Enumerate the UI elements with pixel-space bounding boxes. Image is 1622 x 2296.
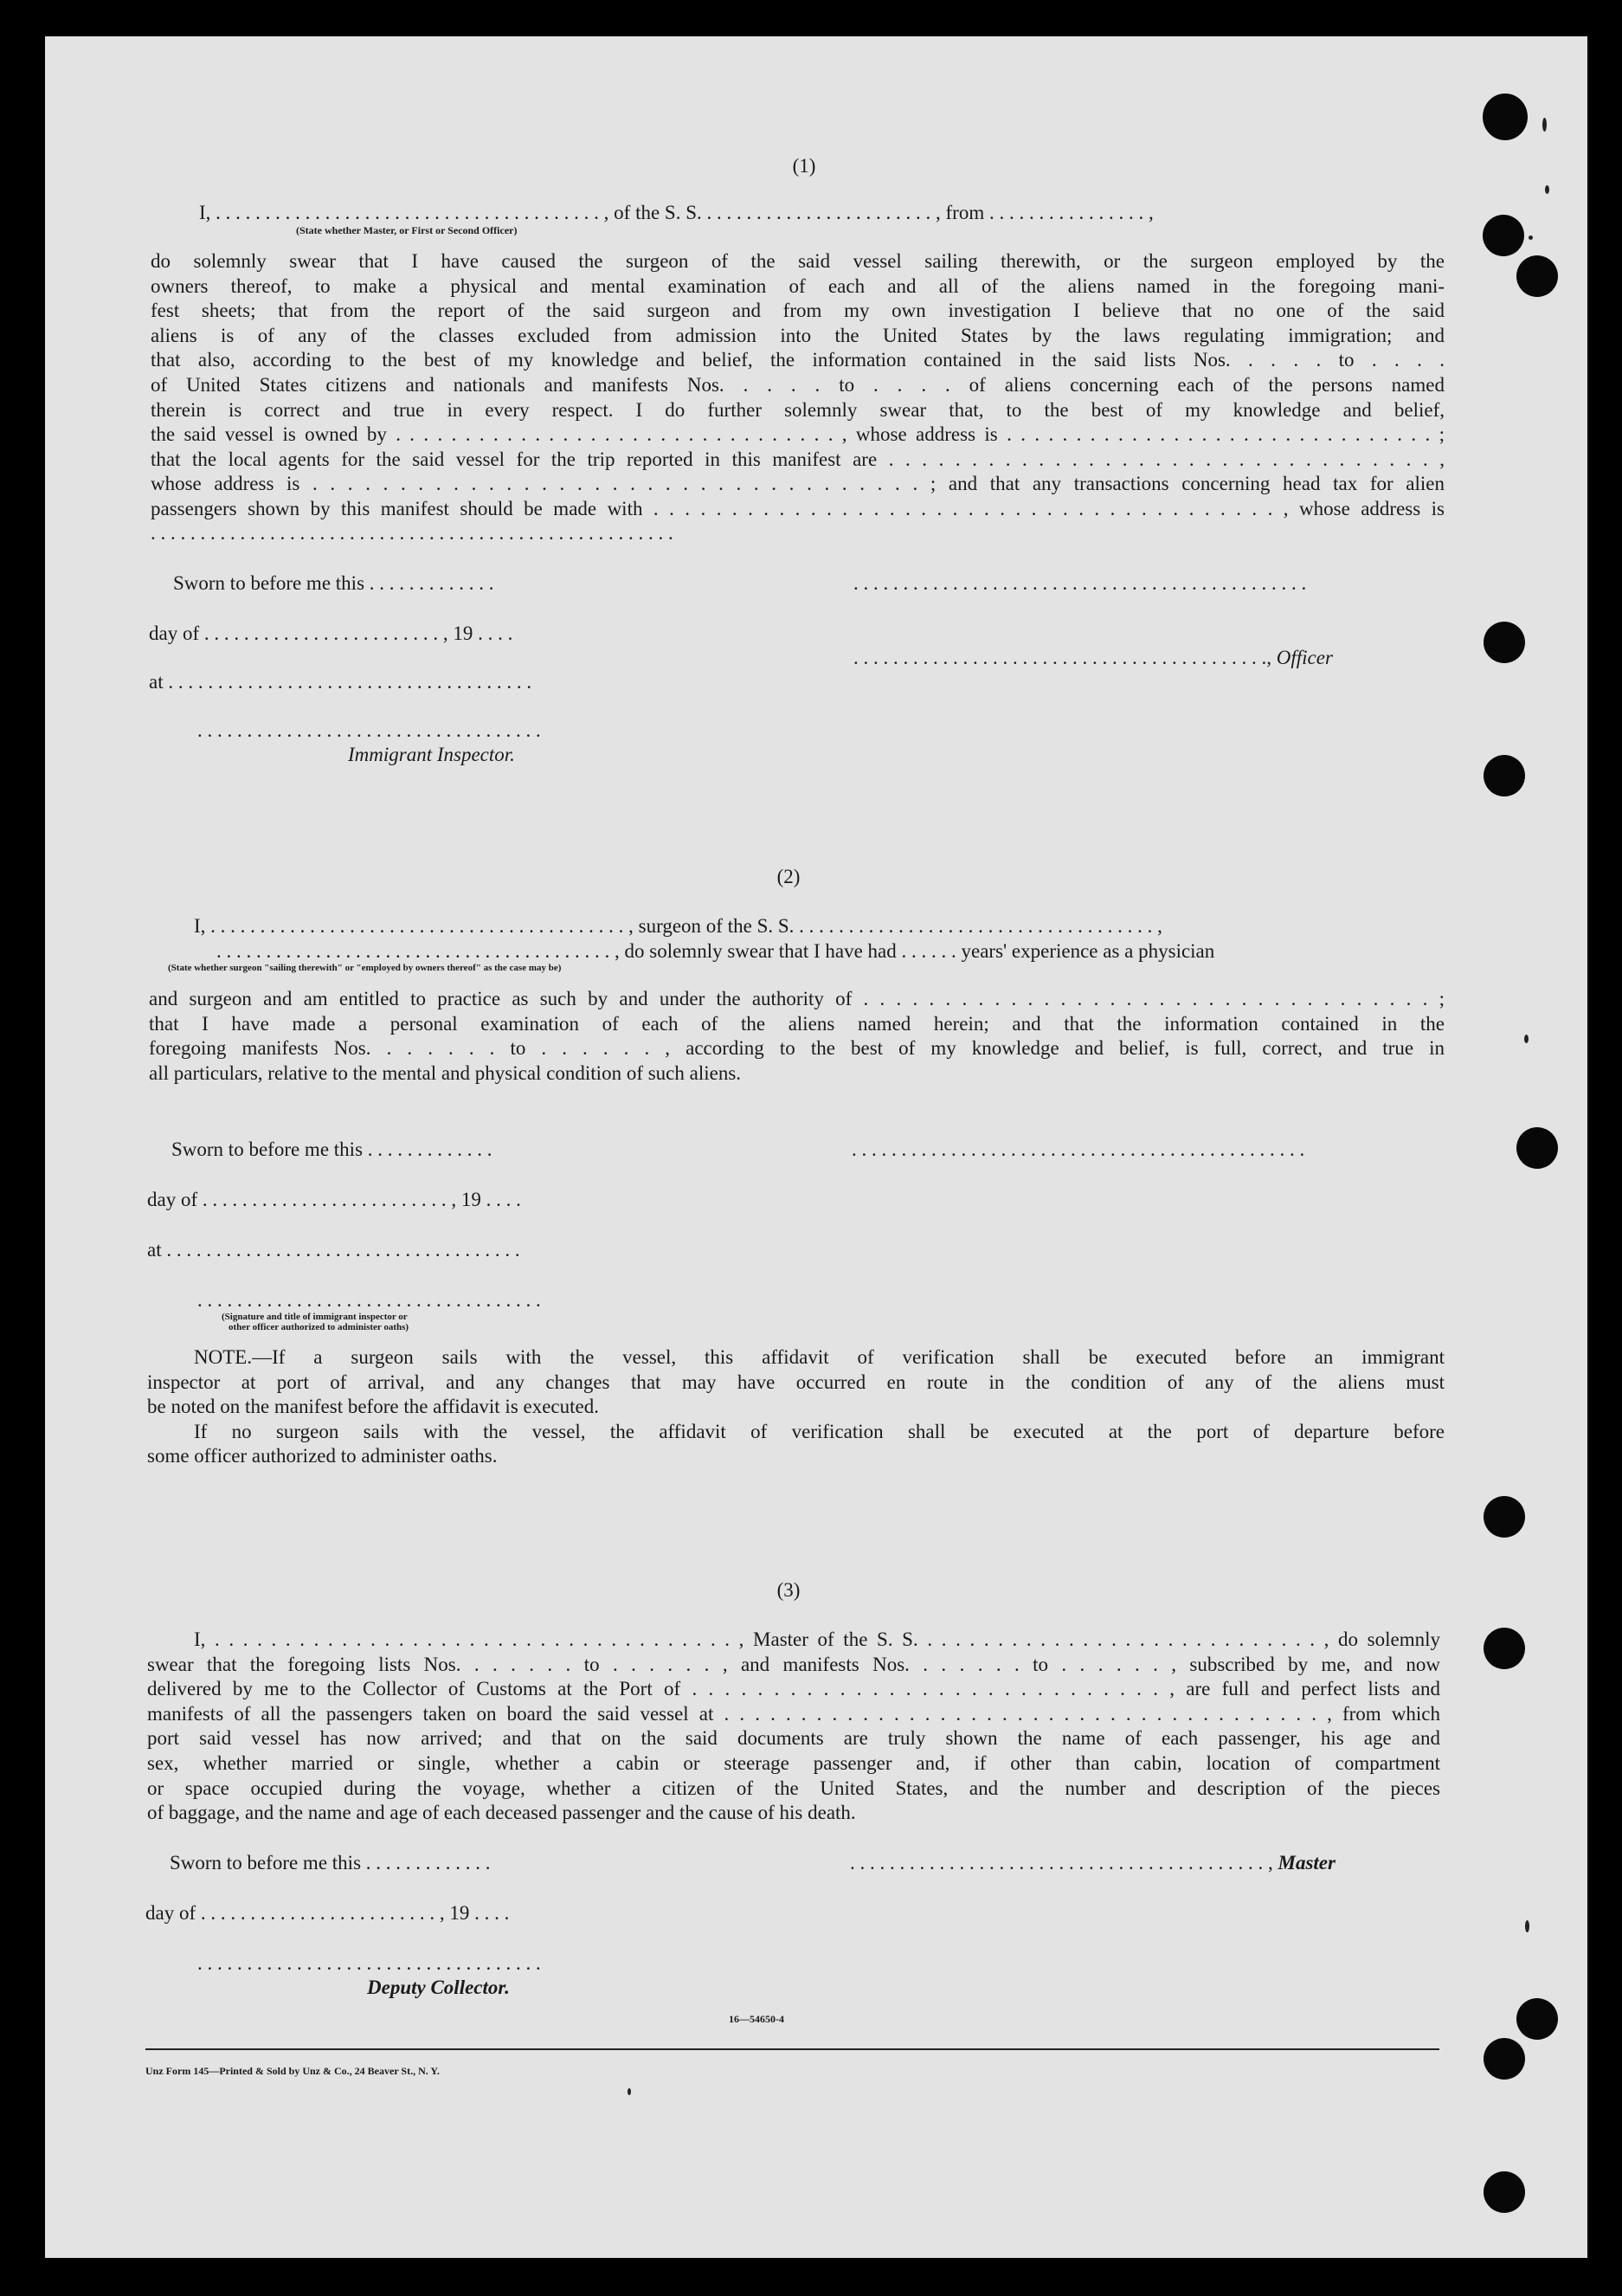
s1-inspector-signature-line: . . . . . . . . . . . . . . . . . . . . . . . . . . . . . . . . . . . — [197, 719, 541, 741]
s1-officer-label: , Officer — [1266, 647, 1333, 668]
s2-note — [147, 1345, 1445, 1469]
s1-sworn: Sworn to before me this . . . . . . . . . . . . . — [173, 572, 494, 594]
s3-deputy-label: Deputy Collector. — [367, 1977, 510, 1998]
binder-hole — [1516, 1127, 1558, 1169]
binder-hole — [1484, 755, 1525, 797]
s3-day: day of . . . . . . . . . . . . . . . . . . . . . . . . , 19 . . . . — [145, 1902, 510, 1924]
s1-body-line: fest sheets; that from the report of the said surgeon and from my own investigation I believe that no one of the said — [151, 300, 1445, 322]
s1-body-line: aliens is of any of the classes excluded from admission into the United States by the laws regulating immigration; and — [151, 324, 1445, 346]
s3-body-line: of baggage, and the name and age of each deceased passenger and the cause of his death. — [147, 1802, 856, 1824]
speck — [1529, 235, 1533, 240]
s1-tail-line: . . . . . . . . . . . . . . . . . . . . . . . . . . . . . . . . . . . . . . . . . . . . . . . . . . . . . — [151, 522, 673, 544]
s2-right-signature-line: . . . . . . . . . . . . . . . . . . . . . . . . . . . . . . . . . . . . . . . . . . . . . . — [852, 1138, 1305, 1160]
s1-body-line: that the local agents for the said vessel for the trip reported in this manifest are . . . . . . . . . . . . . . . . . . . . . . . . . . . . . . . . . , — [151, 448, 1445, 470]
s1-body-line: therein is correct and true in every respect. I do further solemnly swear that, to the best of my knowledge and belief, — [151, 398, 1445, 421]
speck — [1525, 1920, 1529, 1932]
binder-hole — [1484, 2171, 1525, 2213]
s2-line2: . . . . . . . . . . . . . . . . . . . . . . . . . . . . . . . . . . . . . . . . , do solemnly swear that I have had . . . . . . years' experience as a physician — [216, 940, 1215, 962]
s2-note-line: NOTE.—If a surgeon sails with the vessel, this affidavit of verification shall be executed before an immigrant — [194, 1346, 1445, 1368]
s3-body-line: swear that the foregoing lists Nos. . . . . . . to . . . . . . , and manifests Nos. . . . . . . to . . . . . . , subscribed by me, and now — [147, 1653, 1440, 1675]
s3-body-line: sex, whether married or single, whether a cabin or steerage passenger and, if other than cabin, location of compartment — [147, 1751, 1440, 1774]
s2-body-line: all particulars, relative to the mental and physical condition of such aliens. — [149, 1061, 742, 1084]
s2-body-line: that I have made a personal examination of each of the aliens named herein; and that the information contained in the — [149, 1012, 1445, 1035]
s2-signature-note: (Signature and title of immigrant inspector or — [222, 1312, 408, 1322]
s1-officer-note: (State whether Master, or First or Second Officer) — [296, 224, 518, 236]
s1-body-line: owners thereof, to make a physical and mental examination of each and all of the aliens named in the foregoing mani- — [151, 274, 1445, 297]
binder-hole — [1516, 255, 1558, 297]
s3-body — [147, 1628, 1440, 1826]
footer-rule — [145, 2048, 1439, 2050]
s1-line1: I, . . . . . . . . . . . . . . . . . . . . . . . . . . . . . . . . . . . . . . . , of the S. S. . . . . . . . . . . . . . . . . . . . . . . . , from . . . . . . . . . . . . . . . . , — [199, 202, 1154, 223]
speck — [1545, 185, 1549, 194]
s2-note-line: some officer authorized to administer oaths. — [147, 1445, 498, 1467]
form-page — [45, 36, 1587, 2258]
form-code: 16—54650-4 — [729, 2013, 784, 2025]
s1-inspector-label: Immigrant Inspector. — [348, 744, 515, 765]
speck — [1542, 118, 1547, 132]
binder-hole — [1483, 94, 1528, 140]
s2-body-line: and surgeon and am entitled to practice as such by and under the authority of . . . . . . . . . . . . . . . . . . . . . . . . . . . . . . . . . . . ; — [149, 988, 1445, 1009]
s1-body-line: do solemnly swear that I have caused the surgeon of the said vessel sailing therewith, or the surgeon employed by the — [151, 250, 1445, 272]
s1-body-line: the said vessel is owned by . . . . . . . . . . . . . . . . . . . . . . . . . . . . . . . . , whose address is . . . . . . . . . . . . . . . . . . . . . . . . . . . . . . . ; — [151, 423, 1445, 446]
s2-note-line: be noted on the manifest before the affidavit is executed. — [147, 1396, 599, 1418]
s2-line1: I, . . . . . . . . . . . . . . . . . . . . . . . . . . . . . . . . . . . . . . . . . . , surgeon of the S. S. . . . . . . . . . . . . . . . . . . . . . . . . . . . . . . . . . . . . , — [194, 915, 1162, 937]
s2-at: at . . . . . . . . . . . . . . . . . . . . . . . . . . . . . . . . . . . . — [147, 1239, 520, 1261]
section-1-number: (1) — [792, 155, 816, 177]
s2-note-line: If no surgeon sails with the vessel, the affidavit of verification shall be executed at the port of departure before — [194, 1420, 1445, 1442]
s3-body-line: manifests of all the passengers taken on board the said vessel at . . . . . . . . . . . . . . . . . . . . . . . . . . . . . . . . . . . . . . . , from which — [147, 1702, 1440, 1725]
s2-sworn: Sworn to before me this . . . . . . . . . . . . . — [171, 1138, 492, 1160]
s3-master-label: Master — [1278, 1852, 1336, 1874]
s2-note-line: inspector at port of arrival, and any changes that may have occurred en route in the condition of any of the aliens must — [147, 1371, 1445, 1393]
s1-body-line: that also, according to the best of my knowledge and belief, the information contained in the said lists Nos. . . . . to . . . . — [151, 349, 1445, 371]
s3-sworn: Sworn to before me this . . . . . . . . . . . . . — [170, 1852, 491, 1874]
s2-surgeon-note: (State whether surgeon "sailing therewith" or "employed by owners thereof" as the case may be) — [168, 963, 562, 973]
speck — [628, 2088, 631, 2095]
s1-officer-dots: . . . . . . . . . . . . . . . . . . . . . . . . . . . . . . . . . . . . . . . . . . — [853, 647, 1267, 668]
s1-officer-title-line — [853, 646, 1333, 670]
s3-body-line: or space occupied during the voyage, whether a citizen of the United States, and the number and description of the pieces — [147, 1777, 1440, 1799]
s1-body-line: whose address is . . . . . . . . . . . . . . . . . . . . . . . . . . . . . . . . . . . ; and that any transactions concerning head tax for alien — [151, 473, 1445, 495]
s1-body-line: of United States citizens and nationals and manifests Nos. . . . . to . . . . of aliens concerning each of the persons named — [151, 373, 1445, 396]
s3-signature-line: . . . . . . . . . . . . . . . . . . . . . . . . . . . . . . . . . . . — [197, 1952, 541, 1974]
s2-signature-line: . . . . . . . . . . . . . . . . . . . . . . . . . . . . . . . . . . . — [197, 1289, 541, 1311]
s2-body-line: foregoing manifests Nos. . . . . . . to . . . . . . , according to the best of my knowledge and belief, is full, correct, and true in — [149, 1037, 1445, 1060]
binder-hole — [1483, 215, 1524, 256]
s3-body-line: port said vessel has now arrived; and that on the said documents are truly shown the name of each passenger, his age and — [147, 1727, 1440, 1750]
s1-body — [151, 249, 1445, 522]
section-2-number: (2) — [776, 866, 801, 887]
binder-hole — [1516, 1998, 1558, 2040]
s2-body — [149, 987, 1445, 1086]
binder-hole — [1484, 2038, 1525, 2080]
binder-hole — [1484, 1496, 1525, 1538]
footer-printer: Unz Form 145—Printed & Sold by Unz & Co., 24 Beaver St., N. Y. — [145, 2065, 440, 2077]
section-3-number: (3) — [776, 1579, 801, 1601]
s1-body-line: passengers shown by this manifest should be made with . . . . . . . . . . . . . . . . . . . . . . . . . . . . . . . . . . . . . . . . , whose address is — [151, 497, 1445, 519]
s2-day: day of . . . . . . . . . . . . . . . . . . . . . . . . . , 19 . . . . — [147, 1189, 521, 1210]
s3-body-line: delivered by me to the Collector of Customs at the Port of . . . . . . . . . . . . . . . . . . . . . . . . . . . . . , are full and perfect lists and — [147, 1678, 1440, 1700]
binder-hole — [1484, 622, 1525, 663]
s3-master-dots: . . . . . . . . . . . . . . . . . . . . . . . . . . . . . . . . . . . . . . . . . . , — [850, 1852, 1273, 1874]
s3-body-line: I, . . . . . . . . . . . . . . . . . . . . . . . . . . . . . . . . . . . . . , Master of the S. S. . . . . . . . . . . . . . . . . . . . . . . . . . . . . , do solemnly — [194, 1628, 1440, 1650]
s3-master-line — [850, 1851, 1336, 1875]
s1-at: at . . . . . . . . . . . . . . . . . . . . . . . . . . . . . . . . . . . . . — [149, 671, 532, 693]
binder-hole — [1484, 1628, 1525, 1669]
s1-officer-signature-line: . . . . . . . . . . . . . . . . . . . . . . . . . . . . . . . . . . . . . . . . . . . . . . — [853, 572, 1307, 594]
speck — [1524, 1035, 1529, 1043]
s1-day: day of . . . . . . . . . . . . . . . . . . . . . . . . , 19 . . . . — [149, 622, 513, 644]
s2-signature-note: other officer authorized to administer oaths) — [228, 1322, 409, 1332]
